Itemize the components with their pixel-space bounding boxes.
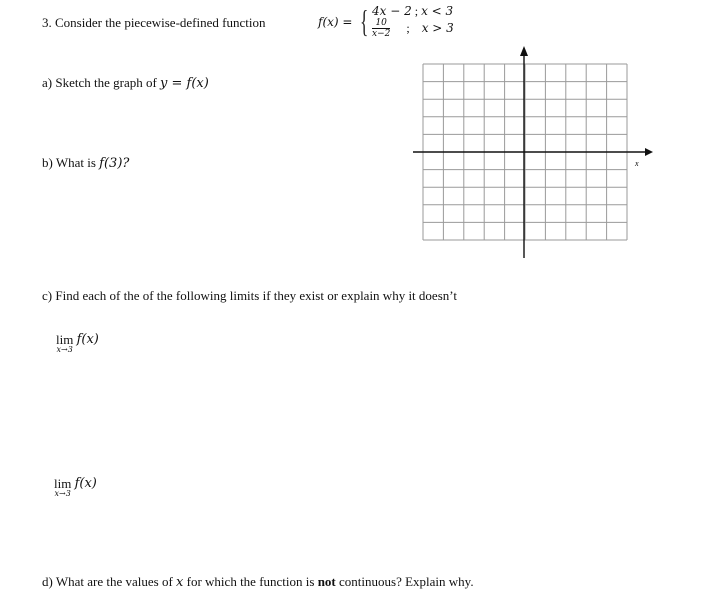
y-axis-arrow (520, 46, 528, 56)
piece-2-condition: x > 3 (421, 21, 454, 36)
limit-2-subscript: x→3 (54, 489, 71, 498)
part-d (42, 574, 474, 590)
piece-2-separator: ; (406, 21, 410, 36)
limit-1-lim: lim (56, 332, 74, 347)
limit-2 (54, 477, 97, 498)
part-b-math: f(3)? (99, 156, 130, 171)
x-axis-label: x (635, 159, 639, 168)
part-a-math: y = f(x) (160, 76, 209, 91)
piece-2 (372, 18, 454, 39)
function-lhs-text: f(x) = (318, 15, 353, 29)
piece-2-fraction (372, 18, 390, 39)
limit-1-subscript: x→3 (56, 345, 73, 354)
part-d-after: continuous? Explain why. (339, 574, 474, 589)
part-d-before: d) What are the values of (42, 574, 173, 589)
limit-2-expression: f(x) (74, 476, 97, 491)
limit-1-expression: f(x) (76, 332, 99, 347)
part-b (42, 155, 129, 171)
limit-1 (56, 333, 99, 354)
part-d-var: x (176, 575, 184, 590)
part-a (42, 75, 209, 91)
piece-2-denominator: x−2 (372, 29, 391, 39)
x-axis-arrow (645, 148, 653, 156)
limit-1-operator (56, 333, 73, 354)
part-a-label: a) Sketch the graph of (42, 75, 157, 90)
piece-1 (372, 4, 453, 19)
limit-2-operator (54, 477, 71, 498)
part-c-text: c) Find each of the of the following limits if they exist or explain why it doesn’t (42, 288, 457, 303)
left-brace: { (360, 3, 369, 39)
piece-1-expression: 4x − 2 (372, 4, 412, 18)
piece-1-condition: x < 3 (421, 4, 454, 18)
part-b-label: b) What is (42, 155, 96, 170)
limit-2-lim: lim (54, 476, 72, 491)
part-d-bold: not (317, 574, 336, 589)
piece-1-separator: ; (414, 4, 419, 18)
part-d-middle: for which the function is (186, 574, 315, 589)
function-lhs (318, 15, 352, 30)
blank-graph-grid (405, 40, 665, 265)
piece-2-numerator: 10 (372, 18, 390, 29)
question-title: 3. Consider the piecewise-defined function (42, 15, 266, 30)
